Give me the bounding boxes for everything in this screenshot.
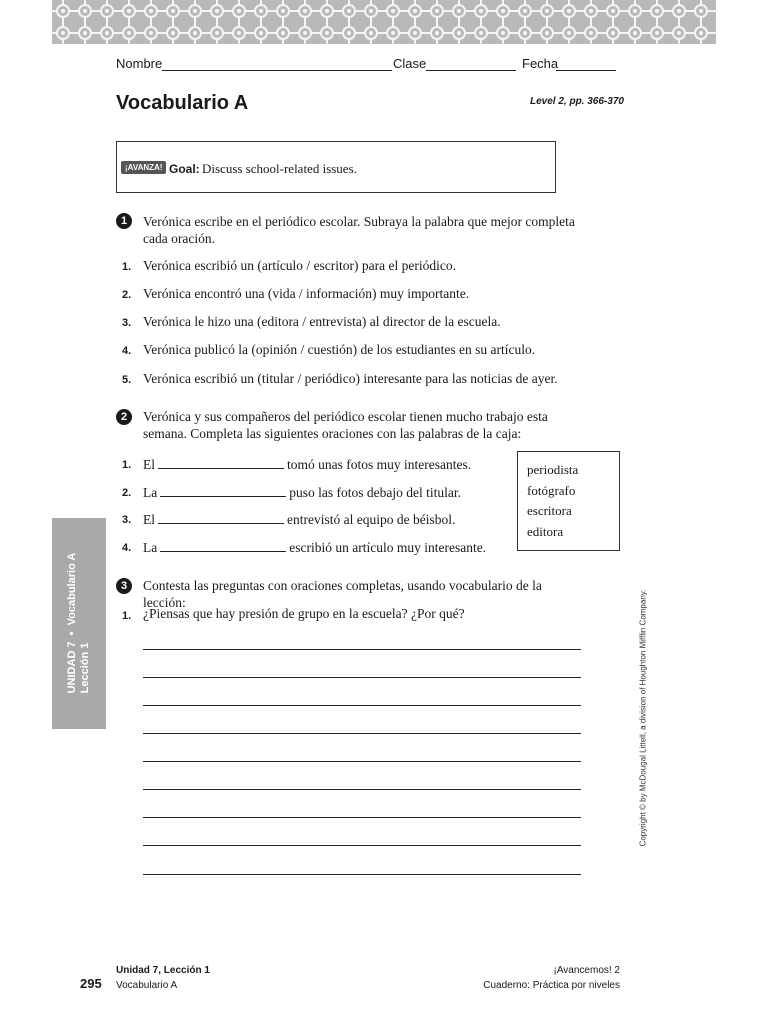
word-bank-item: fotógrafo — [527, 482, 576, 498]
s1-item-text[interactable]: Verónica encontró una (vida / información) muy importante. — [143, 286, 470, 301]
nombre-field[interactable] — [162, 70, 392, 71]
page-title: Vocabulario A — [116, 92, 249, 114]
answer-line[interactable] — [143, 789, 581, 790]
section-1-instruction: Verónica escribe en el periódico escolar. Subraya la palabra que mejor completa cada oración. — [143, 214, 575, 246]
section-1-number: 1 — [116, 213, 132, 229]
footer-unit: Unidad 7, Lección 1 — [116, 965, 210, 976]
fecha-field[interactable] — [556, 70, 616, 71]
s2-item-number: 1. — [122, 459, 132, 471]
answer-line[interactable] — [143, 874, 581, 875]
s1-item-text[interactable]: Verónica escribió un (titular / periódico) interesante para las noticias de ayer. — [143, 371, 558, 386]
section-2-number: 2 — [116, 409, 132, 425]
footer-book-subtitle: Cuaderno: Práctica por niveles — [483, 980, 620, 991]
s2-item-after: escribió un artículo muy interesante. — [289, 540, 487, 555]
s2-item-after: puso las fotos debajo del titular. — [289, 485, 461, 500]
s2-item-before: El — [143, 457, 155, 472]
s2-item-number: 4. — [122, 542, 132, 554]
word-bank-box — [517, 451, 620, 551]
s2-item-number: 2. — [122, 487, 132, 499]
s1-item-text[interactable]: Verónica escribió un (artículo / escritor) para el periódico. — [143, 258, 456, 273]
page-number: 295 — [80, 976, 102, 991]
s2-item — [143, 539, 486, 556]
answer-line[interactable] — [143, 649, 581, 650]
answer-line[interactable] — [143, 761, 581, 762]
footer-right — [483, 963, 620, 993]
s2-item-number: 3. — [122, 514, 132, 526]
level-reference: Level 2, pp. 366-370 — [530, 96, 624, 107]
answer-line[interactable] — [143, 705, 581, 706]
s2-item — [143, 456, 471, 473]
side-tab-text — [66, 553, 92, 694]
footer-book-title: ¡Avancemos! 2 — [553, 965, 620, 976]
unit-side-tab — [52, 518, 106, 729]
nombre-label: Nombre — [116, 56, 163, 71]
word-bank-item: escritora — [527, 503, 572, 518]
footer-left — [116, 963, 210, 993]
clase-label: Clase — [393, 56, 427, 71]
s2-item-before: La — [143, 485, 158, 500]
answer-blank[interactable] — [158, 511, 284, 524]
s1-item-number: 3. — [122, 317, 132, 329]
answer-blank[interactable] — [160, 484, 286, 497]
footer-section: Vocabulario A — [116, 980, 178, 991]
s3-item-text: ¿Piensas que hay presión de grupo en la escuela? ¿Por qué? — [143, 606, 465, 621]
decorative-banner — [52, 0, 716, 44]
s2-item — [143, 484, 461, 501]
s2-item-before: La — [143, 540, 158, 555]
s2-item-after: tomó unas fotos muy interesantes. — [287, 457, 472, 472]
side-tab-line2: Lección 1 — [79, 642, 91, 694]
s2-item-before: El — [143, 512, 155, 527]
s1-item-number: 1. — [122, 261, 132, 273]
goal-text: Discuss school-related issues. — [202, 161, 357, 176]
section-3-instruction: Contesta las preguntas con oraciones completas, usando vocabulario de la lección: — [143, 578, 542, 610]
answer-blank[interactable] — [158, 456, 284, 469]
answer-blank[interactable] — [160, 539, 286, 552]
section-3-number: 3 — [116, 578, 132, 594]
s3-item-number: 1. — [122, 610, 132, 622]
answer-line[interactable] — [143, 733, 581, 734]
answer-line[interactable] — [143, 845, 581, 846]
word-bank-item: periodista — [527, 462, 579, 477]
s2-item-after: entrevistó al equipo de béisbol. — [287, 512, 456, 527]
s1-item-number: 5. — [122, 374, 132, 386]
s1-item-text[interactable]: Verónica publicó la (opinión / cuestión) de los estudiantes en su artículo. — [143, 342, 536, 357]
side-tab-line1: UNIDAD 7 • Vocabulario A — [66, 552, 78, 694]
copyright-notice: Copyright © by McDougal Littell, a division of Houghton Mifflin Company. — [638, 589, 648, 847]
s1-item-text[interactable]: Verónica le hizo una (editora / entrevista) al director de la escuela. — [143, 314, 501, 329]
answer-line[interactable] — [143, 677, 581, 678]
answer-line[interactable] — [143, 817, 581, 818]
s1-item-number: 2. — [122, 289, 132, 301]
clase-field[interactable] — [426, 70, 516, 71]
fecha-label: Fecha — [522, 56, 559, 71]
goal-label: Goal: — [169, 162, 200, 176]
avanza-badge: ¡AVANZA! — [121, 161, 166, 174]
student-info-header — [116, 56, 616, 74]
section-2-instruction: Verónica y sus compañeros del periódico escolar tienen mucho trabajo esta semana. Completa las siguientes oraciones con las palabras de la caja: — [143, 409, 548, 441]
goal-box — [116, 141, 556, 193]
s2-item — [143, 511, 455, 528]
s1-item-number: 4. — [122, 345, 132, 357]
banner-pattern-icon — [52, 0, 716, 44]
word-bank-item: editora — [527, 523, 564, 539]
